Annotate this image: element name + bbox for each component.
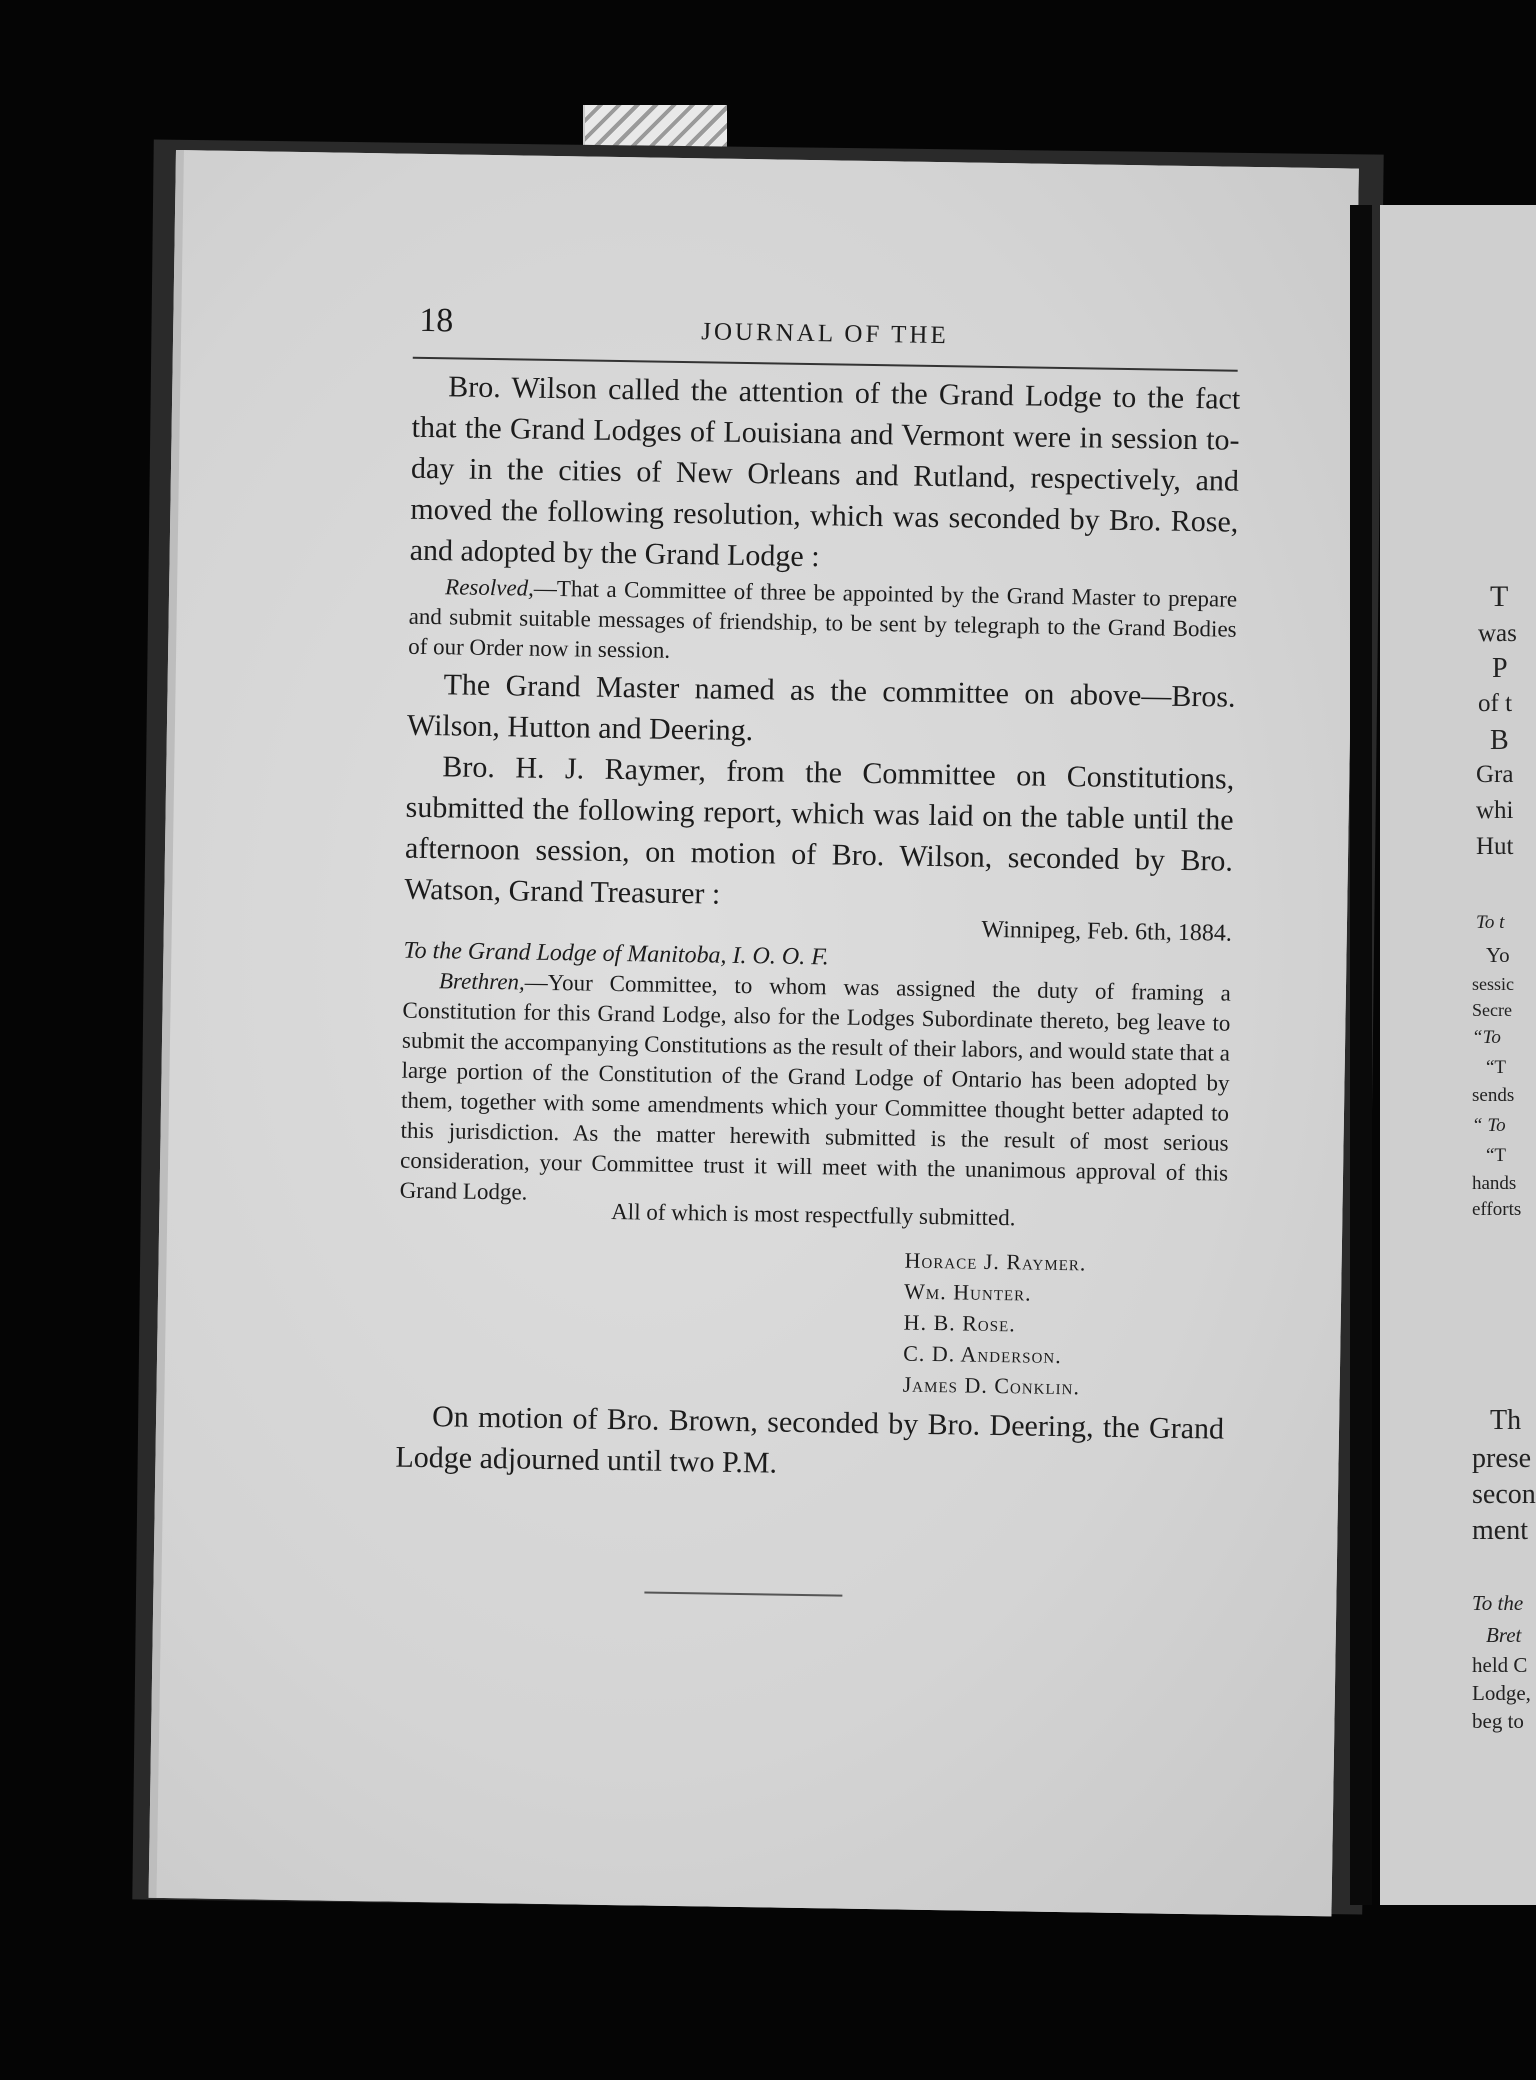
facing-fragment: sessic xyxy=(1472,974,1514,994)
facing-fragment: “To xyxy=(1472,1027,1501,1048)
facing-fragment: “T xyxy=(1486,1145,1507,1166)
facing-fragment: hands xyxy=(1472,1173,1517,1194)
facing-fragment: beg to xyxy=(1472,1709,1524,1733)
signatory: H. B. Rose. xyxy=(903,1309,1016,1337)
facing-fragment: ment xyxy=(1472,1515,1528,1546)
book-gutter xyxy=(1350,205,1372,1905)
facing-fragment: Yo xyxy=(1486,943,1510,967)
signatory: C. D. Anderson. xyxy=(902,1340,1062,1369)
facing-fragment: P xyxy=(1492,653,1508,684)
dateline: Winnipeg, Feb. 6th, 1884. xyxy=(981,916,1233,947)
resolution-lead: Resolved, xyxy=(444,574,535,601)
facing-fragment: T xyxy=(1490,580,1509,613)
facing-fragment: To the xyxy=(1472,1591,1524,1615)
facing-fragment: Th xyxy=(1490,1405,1522,1436)
report-paragraph xyxy=(399,966,1231,1219)
facing-fragment: Hut xyxy=(1476,833,1514,860)
facing-fragment: sends xyxy=(1472,1085,1515,1106)
report-body: —Your Committee, to whom was assigned the duty of framing a Constitution for this Grand Lodge, also for the Lodges Subordinate thereto, beg leave to submit the accompanying Constitutions as the result of their labors, and would state that a large portion of the Constitution of the Grand Lodge of Ontario has been adopted by them, together with some amendments which your Committee thought better adapted to this jurisdiction. As the matter herewith submitted is the result of most serious consideration, your Committee trust it will meet with the unanimous approval of this Grand Lodge. xyxy=(399,969,1232,1205)
facing-fragment: Secre xyxy=(1472,1000,1512,1020)
facing-fragment: secon xyxy=(1472,1479,1536,1510)
facing-fragment: “ To xyxy=(1472,1115,1506,1136)
facing-fragment: Bret xyxy=(1486,1623,1522,1647)
page-number: 18 xyxy=(419,301,454,340)
paragraph-adjournment: On motion of Bro. Brown, seconded by Bro. Deering, the Grand Lodge adjourned until two P.M. xyxy=(395,1400,1225,1480)
facing-fragment: B xyxy=(1490,725,1509,756)
left-page xyxy=(149,150,1359,1916)
signatory: Horace J. Raymer. xyxy=(904,1247,1087,1276)
signatory: James D. Conklin. xyxy=(902,1371,1081,1400)
facing-fragment: whi xyxy=(1476,797,1514,824)
signatory: Wm. Hunter. xyxy=(903,1278,1032,1306)
paragraph-wilson-motion: Bro. Wilson called the attention of the Grand Lodge to the fact that the Grand Lodges of Louisiana and Vermont were in session to-day in the cities of New Orleans and Rutland, respectively, and moved the following resolution, which was seconded by Bro. Rose, and adopted by the Grand Lodge : xyxy=(409,370,1241,574)
facing-page xyxy=(1380,205,1536,1905)
closing-line: All of which is most respectfully submitted. xyxy=(610,1198,1016,1231)
signatures xyxy=(902,1245,1086,1403)
paragraph-raymer-report: Bro. H. J. Raymer, from the Committee on Constitutions, submitted the following report, which was laid on the table until the afternoon session, on motion of Bro. Wilson, seconded by Bro. Watson, Grand Treasurer : xyxy=(404,750,1235,911)
end-rule xyxy=(644,1592,842,1597)
resolution-body: —That a Committee of three be appointed by the Grand Master to prepare and submit suitable messages of friendship, to be sent by telegraph to the Grand Bodies of our Order now in session. xyxy=(408,575,1238,663)
resolution-paragraph xyxy=(408,572,1237,675)
facing-fragment: held C xyxy=(1472,1653,1528,1677)
running-header xyxy=(181,298,1357,376)
paragraph-committee-named: The Grand Master named as the committee on above—Bros. Wilson, Hutton and Deering. xyxy=(406,668,1236,748)
facing-fragment: prese xyxy=(1472,1443,1532,1474)
address-line: To the Grand Lodge of Manitoba, I. O. O. F. xyxy=(403,937,829,971)
facing-fragment: “T xyxy=(1486,1057,1507,1078)
facing-fragment: To t xyxy=(1476,912,1505,933)
brethren-lead: Brethren, xyxy=(438,968,525,995)
facing-fragment: efforts xyxy=(1472,1199,1522,1220)
facing-fragment: Gra xyxy=(1476,761,1514,788)
facing-fragment: Lodge, xyxy=(1472,1681,1531,1705)
facing-fragment: of t xyxy=(1478,690,1513,717)
facing-fragment: was xyxy=(1478,620,1517,647)
running-title: JOURNAL OF THE xyxy=(700,318,949,350)
